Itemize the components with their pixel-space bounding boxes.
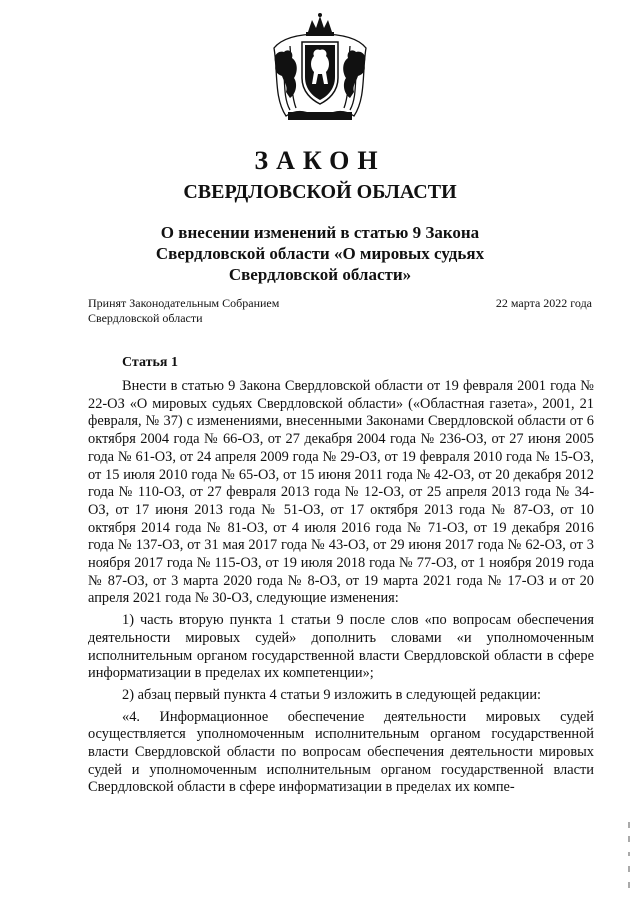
law-name-line: Свердловской области» — [228, 265, 412, 284]
scan-margin-marks — [626, 822, 632, 892]
adopted-line: Свердловской области — [88, 311, 203, 325]
document-subtitle: СВЕРДЛОВСКОЙ ОБЛАСТИ — [183, 181, 457, 203]
article-paragraph: 1) часть вторую пункта 1 статьи 9 после слов «по вопросам обеспечения деятельности мировых судей» дополнить словами «и уполномоченным исполнительным органом государственной власти Свердловской области в сфере информатизации в пределах их компетенции»; — [88, 612, 594, 682]
law-name-line: Свердловской области «О мировых судьях — [155, 244, 485, 263]
article-paragraph: «4. Информационное обеспечение деятельности мировых судей осуществляется уполномоченным исполнительным органом государственной власти Свердловской области по вопросам обеспечения деятельности мировых судей и уполномоченным исполнительным органом государственной власти Свердловской области в сфере информатизации в пределах их компе- — [88, 708, 594, 796]
article-heading: Статья 1 — [122, 355, 178, 370]
document-title: ЗАКОН — [254, 146, 386, 175]
law-name-line: О внесении изменений в статью 9 Закона — [160, 223, 480, 242]
article-paragraph: 2) абзац первый пункта 4 статьи 9 изложить в следующей редакции: — [122, 686, 542, 703]
article-paragraph: Внести в статью 9 Закона Свердловской области от 19 февраля 2001 года № 22-ОЗ «О мировых судьях Свердловской области» («Областная газета», 2001, 21 февраля, № 37) с изменениями, внесенными Законами Свердловской области от 6 октября 2004 года № 66-ОЗ, от 27 декабря 2004 года № 236-ОЗ, от 27 июня 2005 года № 61-ОЗ, от 24 апреля 2009 года № 29-ОЗ, от 19 февраля 2010 года № 15-ОЗ, от 15 июля 2010 года № 65-ОЗ, от 15 июня 2011 года № 42-ОЗ, от 20 декабря 2012 года № 110-ОЗ, от 27 февраля 2013 года № 12-ОЗ, от 25 апреля 2013 года № 34-ОЗ, от 17 июня 2013 года № 51-ОЗ, от 17 октября 2013 года № 87-ОЗ, от 10 октября 2014 года № 81-ОЗ, от 4 июля 2016 года № 71-ОЗ, от 19 декабря 2016 года № 137-ОЗ, от 31 мая 2017 года № 43-ОЗ, от 29 июня 2017 года № 62-ОЗ, от 3 ноября 2017 года № 115-ОЗ, от 19 июля 2018 года № 77-ОЗ, от 1 ноября 2019 года № 87-ОЗ, от 3 марта 2020 года № 8-ОЗ, от 19 марта 2021 года № 17-ОЗ и от 20 апреля 2021 года № 30-ОЗ, следующие изменения: — [88, 378, 594, 607]
law-name — [120, 222, 520, 285]
adopted-line: Принят Законодательным Собранием — [88, 296, 280, 310]
article-body — [88, 378, 594, 801]
adoption-date: 22 марта 2022 года — [495, 296, 592, 310]
coat-of-arms-icon — [268, 12, 372, 124]
adopted-by — [88, 296, 279, 326]
